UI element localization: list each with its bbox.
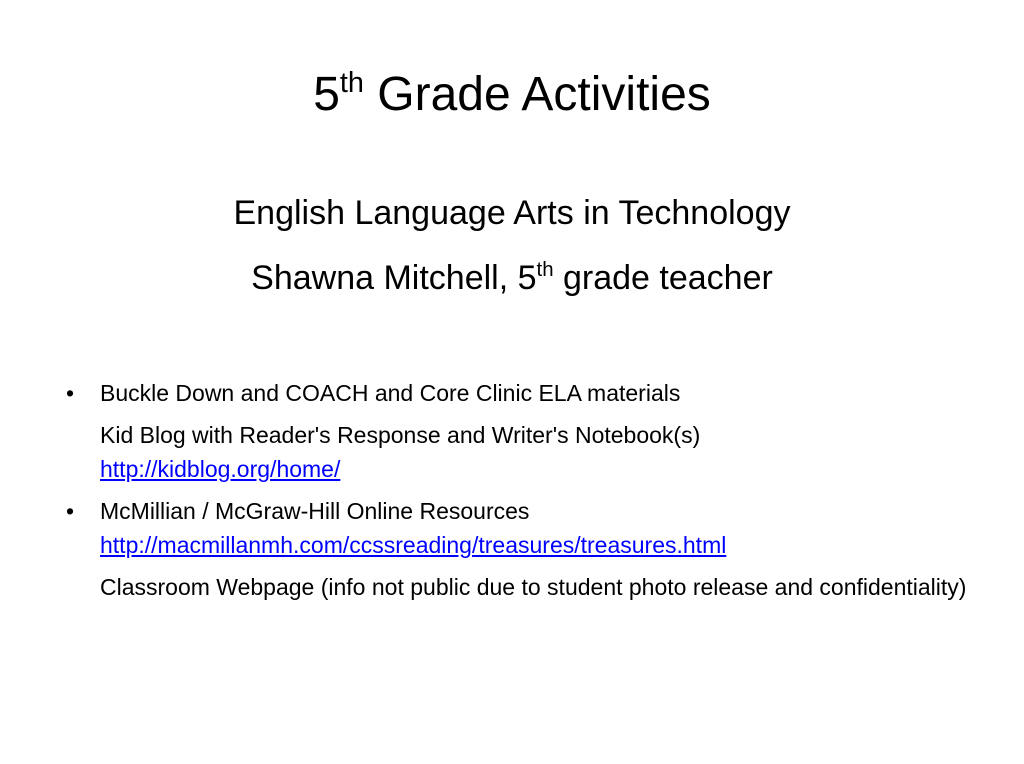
kidblog-link[interactable]: http://kidblog.org/home/ — [100, 456, 341, 482]
macmillan-link[interactable]: http://macmillanmh.com/ccssreading/treasures/treasures.html — [100, 532, 727, 558]
slide-title — [0, 62, 1024, 128]
list-item-kid-blog — [100, 418, 980, 486]
bullet-icon: • — [65, 498, 75, 524]
list-item-buckle-down — [65, 376, 980, 410]
teacher-superscript: th — [536, 258, 554, 281]
title-number: 5 — [313, 68, 340, 121]
list-item-classroom-webpage — [100, 570, 980, 604]
bullet-icon: • — [65, 380, 75, 406]
teacher-name: Shawna Mitchell, 5 — [251, 259, 537, 297]
subtitle-teacher — [0, 256, 1024, 300]
title-text: Grade Activities — [363, 68, 711, 121]
slide-body — [65, 376, 980, 612]
list-item-mcmillian — [65, 494, 980, 562]
list-item-text: McMillian / McGraw-Hill Online Resources — [100, 498, 530, 524]
list-item-text: Buckle Down and COACH and Core Clinic ELA materials — [100, 380, 681, 406]
list-item-text: Kid Blog with Reader's Response and Writer's Notebook(s) — [100, 422, 701, 448]
teacher-role: grade teacher — [553, 259, 773, 297]
list-item-text: Classroom Webpage (info not public due to student photo release and confidentiality) — [100, 574, 967, 600]
subtitle-course: English Language Arts in Technology — [233, 194, 791, 232]
title-superscript: th — [339, 66, 364, 99]
